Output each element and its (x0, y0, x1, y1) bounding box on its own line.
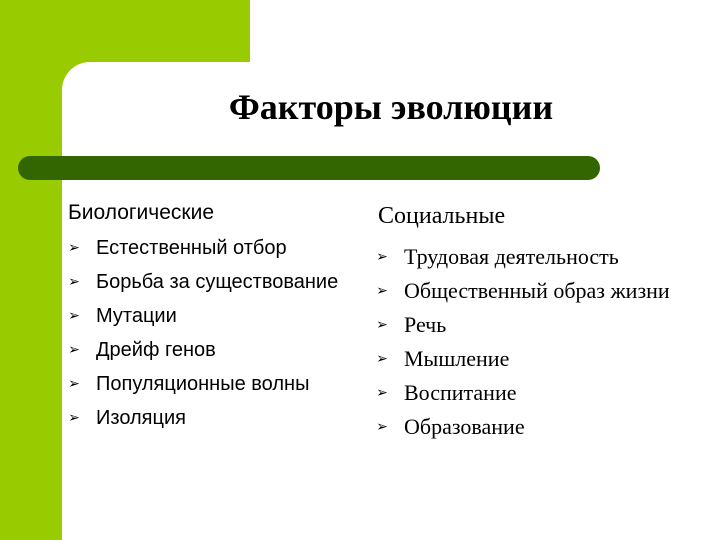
list-item (372, 240, 670, 274)
list-item-label: Общественный образ жизни (404, 278, 670, 303)
social-heading: Социальные (378, 203, 506, 229)
arrowhead-bullet-icon: ➢ (376, 317, 388, 333)
social-factors-list (372, 240, 670, 444)
arrowhead-bullet-icon: ➢ (68, 342, 80, 358)
arrowhead-bullet-icon: ➢ (68, 240, 80, 256)
list-item-label: Дрейф генов (96, 339, 216, 361)
slide-title: Факторы эволюции (228, 87, 554, 127)
list-item-label: Речь (404, 312, 447, 337)
list-item (64, 401, 338, 435)
arrowhead-bullet-icon: ➢ (68, 410, 80, 426)
list-item (64, 299, 338, 333)
list-item-label: Мышление (404, 346, 510, 371)
list-item (64, 333, 338, 367)
list-item (372, 308, 670, 342)
list-item (372, 410, 670, 444)
arrowhead-bullet-icon: ➢ (68, 274, 80, 290)
list-item (372, 342, 670, 376)
green-left-strip (0, 0, 62, 540)
list-item (64, 265, 338, 299)
list-item (372, 274, 670, 308)
biological-factors-list (64, 231, 338, 435)
arrowhead-bullet-icon: ➢ (376, 385, 388, 401)
arrowhead-bullet-icon: ➢ (376, 419, 388, 435)
title-divider-bar (18, 156, 600, 180)
list-item-label: Трудовая деятельность (404, 244, 619, 269)
list-item-label: Естественный отбор (96, 237, 287, 259)
arrowhead-bullet-icon: ➢ (376, 249, 388, 265)
list-item-label: Изоляция (96, 407, 186, 429)
list-item-label: Борьба за существование (96, 271, 339, 293)
arrowhead-bullet-icon: ➢ (68, 376, 80, 392)
arrowhead-bullet-icon: ➢ (376, 283, 388, 299)
list-item-label: Воспитание (404, 380, 517, 405)
list-item-label: Мутации (96, 305, 177, 327)
list-item-label: Образование (404, 414, 525, 439)
list-item-label: Популяционные волны (96, 373, 310, 395)
arrowhead-bullet-icon: ➢ (376, 351, 388, 367)
arrowhead-bullet-icon: ➢ (68, 308, 80, 324)
biological-heading: Биологические (68, 201, 215, 224)
list-item (64, 231, 338, 265)
list-item (64, 367, 338, 401)
list-item (372, 376, 670, 410)
